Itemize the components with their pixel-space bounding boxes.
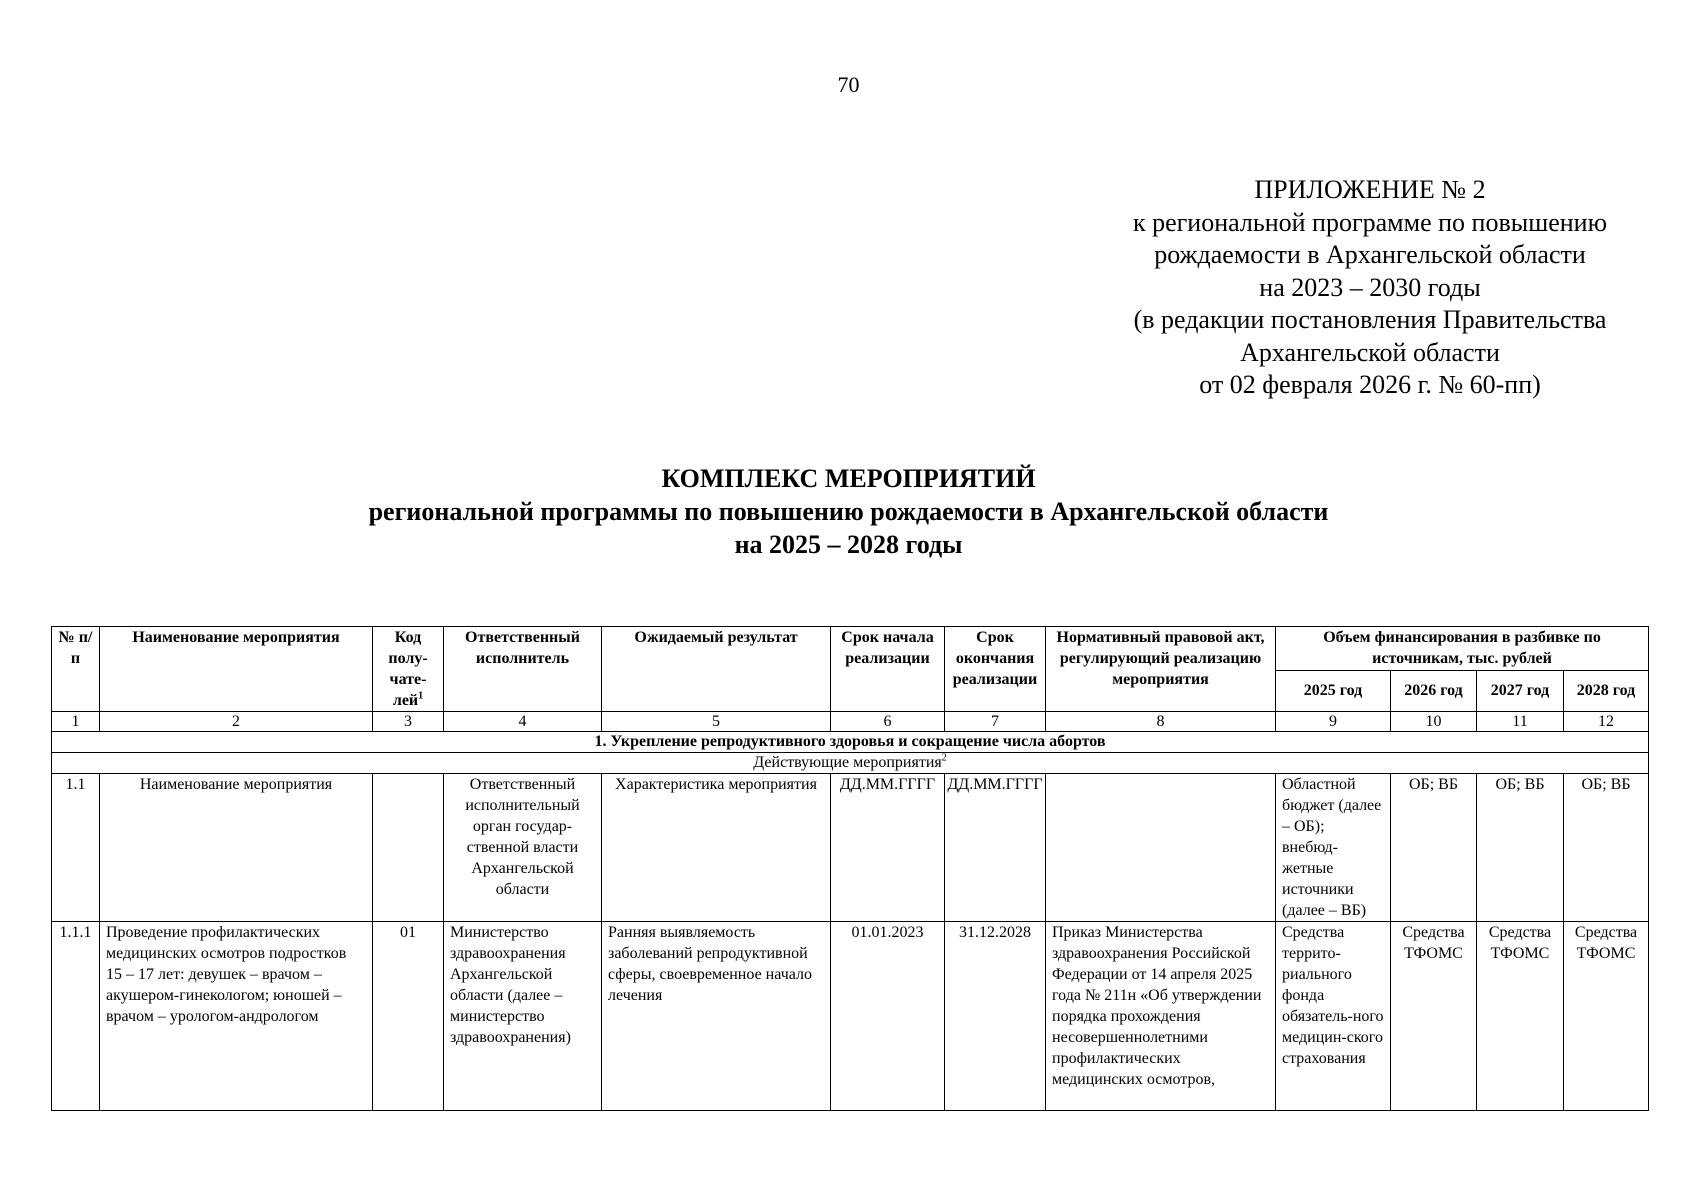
cell-2026: ОБ; ВБ [1391,774,1477,922]
title-line-2: региональной программы по повышению рождаемости в Архангельской области [368,497,1329,526]
cell-start: 01.01.2023 [831,922,945,1111]
cell-start: ДД.ММ.ГГГГ [831,774,945,922]
header-start: Срок начала реализации [831,627,945,712]
cell-name: Проведение профилактических медицинских осмотров подростков 15 – 17 лет: девушек – врачом – акушером-гинекологом; юношей – врачом – урологом-андрологом [100,922,373,1111]
column-number: 12 [1564,712,1649,732]
header-act: Нормативный правовой акт, регулирующий реализацию мероприятия [1046,627,1276,712]
column-number: 9 [1276,712,1391,732]
cell-name: Наименование мероприятия [100,774,373,922]
column-number: 4 [444,712,602,732]
cell-code: 01 [373,922,444,1111]
appendix-block [1090,174,1650,402]
title-line-1: КОМПЛЕКС МЕРОПРИЯТИЙ [661,464,1036,493]
header-code [373,627,444,712]
appendix-line: ПРИЛОЖЕНИЕ № 2 [1254,175,1486,204]
column-number: 1 [52,712,100,732]
appendix-line: рождаемости в Архангельской области [1154,240,1586,269]
appendix-line: (в редакции постановления Правительства [1133,305,1607,334]
subsection-title [52,753,1649,774]
header-finance: Объем финансирования в разбивке по источникам, тыс. рублей [1276,627,1649,671]
column-number: 8 [1046,712,1276,732]
cell-act: Приказ Министерства здравоохранения Российской Федерации от 14 апреля 2025 года № 211н «Об утверждении порядка прохождения несовершеннолетними профилактических медицинских осмотров, [1046,922,1276,1111]
header-year-2027: 2027 год [1477,670,1564,712]
page-number: 70 [837,72,860,97]
column-number: 10 [1391,712,1477,732]
title-line-3: на 2025 – 2028 годы [734,530,963,559]
subsection-row [52,753,1649,774]
measures-table [51,626,1649,1111]
header-end: Срок окончания реализации [945,627,1046,712]
cell-num: 1.1.1 [52,922,100,1111]
cell-end: 31.12.2028 [945,922,1046,1111]
header-year-2025: 2025 год [1276,670,1391,712]
cell-executor: Министерство здравоохранения Архангельской области (далее – министерство здравоохранения) [444,922,602,1111]
cell-executor: Ответственный исполнительный орган государ-ственной власти Архангельской области [444,774,602,922]
footnote-1-marker: 1 [418,690,424,702]
header-year-2028: 2028 год [1564,670,1649,712]
column-number: 6 [831,712,945,732]
cell-code [373,774,444,922]
table-row [52,774,1649,922]
cell-2028: Средства ТФОМС [1564,922,1649,1111]
cell-result: Ранняя выявляемость заболеваний репродуктивной сферы, своевременное начало лечения [602,922,831,1111]
cell-2028: ОБ; ВБ [1564,774,1649,922]
header-code-text: Код полу-чате-лей [388,629,428,709]
header-name: Наименование мероприятия [100,627,373,712]
column-number: 5 [602,712,831,732]
column-number-row [52,712,1649,732]
section-row [52,732,1649,753]
cell-act [1046,774,1276,922]
cell-2027: ОБ; ВБ [1477,774,1564,922]
cell-2025: Областной бюджет (далее – ОБ); внебюд-жетные источники (далее – ВБ) [1276,774,1391,922]
appendix-line: от 02 февраля 2026 г. № 60-пп) [1199,370,1541,399]
cell-2027: Средства ТФОМС [1477,922,1564,1111]
column-number: 7 [945,712,1046,732]
table-row [52,922,1649,1111]
column-number: 11 [1477,712,1564,732]
section-title: 1. Укрепление репродуктивного здоровья и сокращение числа абортов [52,732,1649,753]
appendix-line: к региональной программе по повышению [1132,207,1608,237]
cell-2026: Средства ТФОМС [1391,922,1477,1111]
column-number: 3 [373,712,444,732]
header-year-2026: 2026 год [1391,670,1477,712]
header-num: № п/п [52,627,100,712]
cell-num: 1.1 [52,774,100,922]
appendix-line: Архангельской области [1240,337,1500,367]
header-result: Ожидаемый результат [602,627,831,712]
footnote-2-marker: 2 [941,752,947,764]
header-executor: Ответственный исполнитель [444,627,602,712]
cell-2025: Средства террито-риального фонда обязатель-ного медицин-ского страхования [1276,922,1391,1111]
document-title [0,462,1697,561]
appendix-line: на 2023 – 2030 годы [1259,272,1481,302]
column-number: 2 [100,712,373,732]
subsection-title-text: Действующие мероприятия [753,754,942,771]
cell-end: ДД.ММ.ГГГГ [945,774,1046,922]
header-row [52,627,1649,671]
cell-result: Характеристика мероприятия [602,774,831,922]
